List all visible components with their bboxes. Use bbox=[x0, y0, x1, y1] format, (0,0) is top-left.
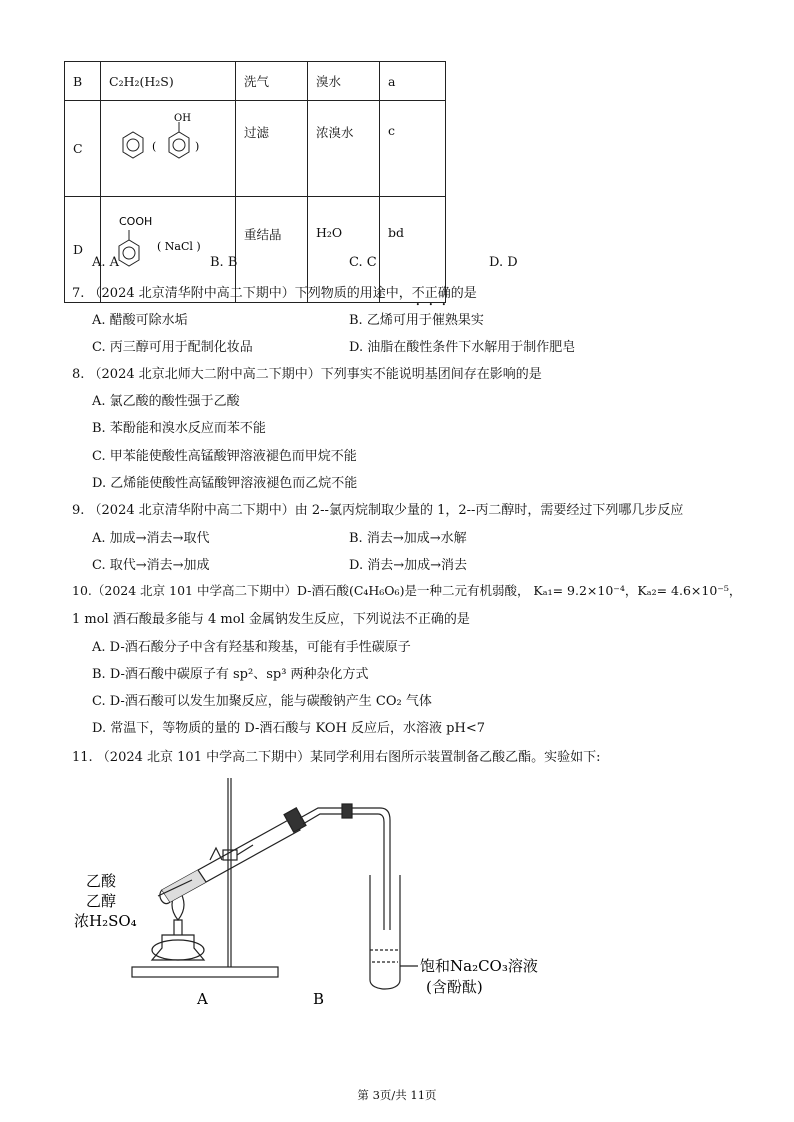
option-cell: C bbox=[65, 101, 101, 197]
q8-option-a: A. 氯乙酸的酸性强于乙酸 bbox=[92, 394, 240, 409]
q7-stem-prefix: 7. （2024 北京清华附中高二下期中）下列物质的用途中， bbox=[72, 286, 412, 301]
label-sodium-carbonate: 饱和Na₂CO₃溶液 bbox=[420, 957, 538, 975]
table-row bbox=[65, 101, 446, 197]
q10-stem-line1: 10.（2024 北京 101 中学高二下期中）D-酒石酸(C₄H₆O₆)是一种二元有机弱酸， Kₐ₁= 9.2×10⁻⁴，Kₐ₂= 4.6×10⁻⁵， bbox=[72, 583, 742, 598]
oh-label: OH bbox=[174, 113, 191, 124]
cooh-label: COOH bbox=[119, 215, 153, 228]
option-cell: D bbox=[65, 197, 101, 303]
reagent-cell: H₂O bbox=[308, 197, 380, 303]
method-cell: 过滤 bbox=[236, 101, 308, 197]
q9-option-d: D. 消去→加成→消去 bbox=[349, 558, 468, 573]
benzene-phenol-structure bbox=[109, 112, 227, 182]
mixture-cell: C₂H₂(H₂S) bbox=[101, 62, 236, 101]
q9-option-a: A. 加成→消去→取代 bbox=[92, 531, 210, 546]
delivery-tube bbox=[300, 808, 390, 930]
reagent-cell: 溴水 bbox=[308, 62, 380, 101]
q10-option-a: A. D-酒石酸分子中含有羟基和羧基，可能有手性碳原子 bbox=[92, 640, 411, 655]
paren-open: ( bbox=[152, 140, 157, 153]
q10-stem-line2: 1 mol 酒石酸最多能与 4 mol 金属钠发生反应，下列说法不正确的是 bbox=[72, 612, 470, 627]
nacl-label: ( NaCl ) bbox=[157, 240, 201, 253]
label-ethanol: 乙醇 bbox=[86, 892, 117, 910]
table-row bbox=[65, 62, 446, 101]
benzoic-acid-structure bbox=[109, 212, 231, 284]
q7-option-b: B. 乙烯可用于催熟果实 bbox=[349, 313, 484, 328]
q8-option-c: C. 甲苯能使酸性高锰酸钾溶液褪色而甲烷不能 bbox=[92, 449, 357, 464]
alcohol-lamp bbox=[152, 935, 204, 960]
method-cell: 重结晶 bbox=[236, 197, 308, 303]
label-acetic-acid: 乙酸 bbox=[86, 872, 117, 890]
reagent-cell: 浓溴水 bbox=[308, 101, 380, 197]
separation-table bbox=[64, 61, 446, 303]
device-cell: a bbox=[380, 62, 446, 101]
q8-option-d: D. 乙烯能使酸性高锰酸钾溶液褪色而乙烷不能 bbox=[92, 476, 358, 491]
q6-option-d: D. D bbox=[489, 255, 518, 270]
q6-option-b: B. B bbox=[210, 255, 238, 270]
q10-option-d: D. 常温下，等物质的量的 D-酒石酸与 KOH 反应后，水溶液 pH<7 bbox=[92, 721, 485, 736]
q7-option-a: A. 醋酸可除水垢 bbox=[92, 313, 188, 328]
q8-stem: 8. （2024 北京北师大二附中高二下期中）下列事实不能说明基团间存在影响的是 bbox=[72, 367, 542, 382]
label-phenolphthalein: (含酚酞) bbox=[426, 978, 483, 996]
device-cell: c bbox=[380, 101, 446, 197]
q7-stem-suffix: 的是 bbox=[450, 286, 477, 301]
q7-stem-emphasis: 不正确 bbox=[411, 286, 451, 301]
label-b: B bbox=[313, 990, 325, 1008]
q6-option-a: A. A bbox=[92, 255, 120, 270]
stand-base bbox=[132, 967, 278, 977]
q9-option-c: C. 取代→消去→加成 bbox=[92, 558, 210, 573]
q9-stem: 9. （2024 北京清华附中高二下期中）由 2--氯丙烷制取少量的 1，2--丙二醇时，需要经过下列哪几步反应 bbox=[72, 503, 684, 518]
paren-close: ) bbox=[195, 140, 200, 153]
q10-option-b: B. D-酒石酸中碳原子有 sp²、sp³ 两种杂化方式 bbox=[92, 667, 369, 682]
q8-option-b: B. 苯酚能和溴水反应而苯不能 bbox=[92, 421, 266, 436]
label-sulfuric-acid: 浓H₂SO₄ bbox=[74, 912, 137, 930]
q11-stem: 11. （2024 北京 101 中学高二下期中）某同学利用右图所示装置制备乙酸乙酯。实验如下: bbox=[72, 750, 601, 765]
q6-option-c: C. C bbox=[349, 255, 377, 270]
test-tube-b bbox=[370, 875, 400, 989]
ester-apparatus-figure bbox=[70, 770, 538, 1015]
method-cell: 洗气 bbox=[236, 62, 308, 101]
q7-stem bbox=[72, 282, 477, 309]
mixture-cell bbox=[101, 101, 236, 197]
option-cell: B bbox=[65, 62, 101, 101]
device-cell: bd bbox=[380, 197, 446, 303]
page-footer: 第 3页/共 11页 bbox=[357, 1088, 437, 1102]
q10-option-c: C. D-酒石酸可以发生加聚反应，能与碳酸钠产生 CO₂ 气体 bbox=[92, 694, 432, 709]
q9-option-b: B. 消去→加成→水解 bbox=[349, 531, 467, 546]
q7-option-d: D. 油脂在酸性条件下水解用于制作肥皂 bbox=[349, 340, 576, 355]
q7-option-c: C. 丙三醇可用于配制化妆品 bbox=[92, 340, 253, 355]
label-a: A bbox=[197, 990, 208, 1008]
